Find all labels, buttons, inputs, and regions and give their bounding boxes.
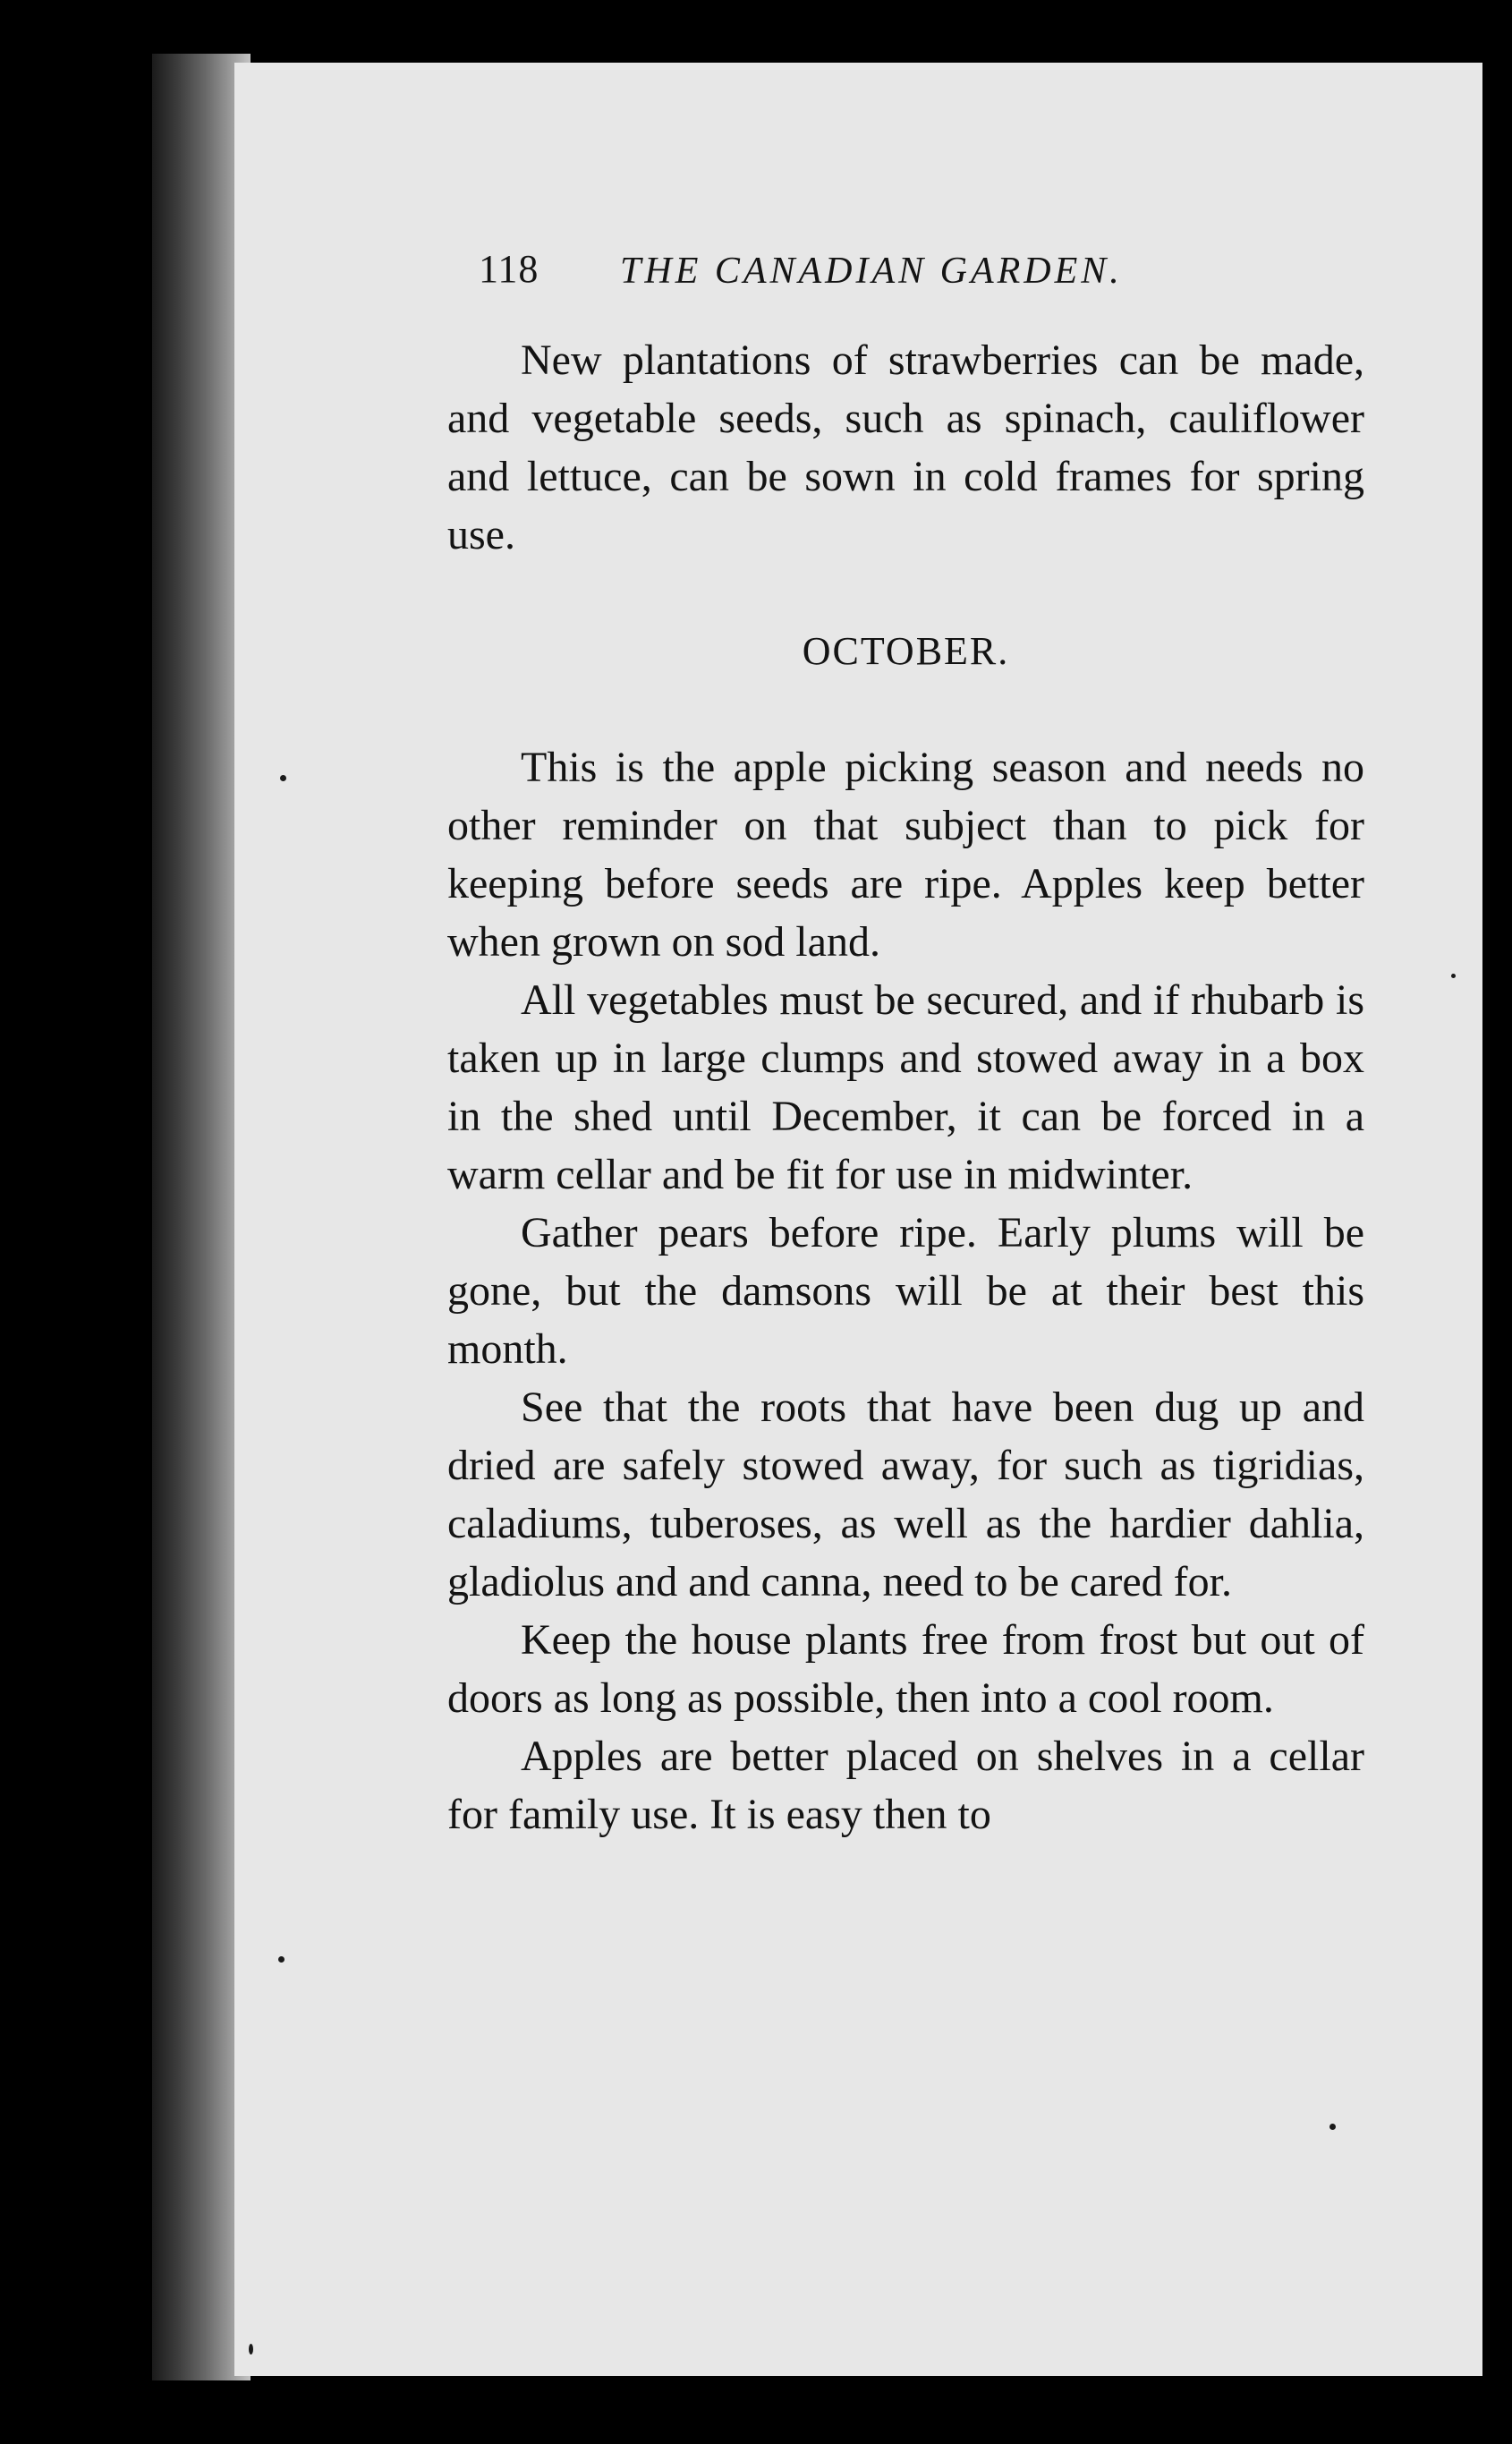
- speck-mark: [278, 1956, 285, 1963]
- paragraph-roots: See that the roots that have been dug up and dried are safely stowed away, for such as tigridias, caladiums, tuberoses, as well as the hardier dahlia, gladiolus and and canna, need to be cared for.: [447, 1384, 1364, 1605]
- paragraph-apples-shelves: Apples are better placed on shelves in a cellar for family use. It is easy then to: [447, 1733, 1364, 1838]
- running-title: THE CANADIAN GARDEN.: [620, 251, 1123, 292]
- speck-mark: [249, 2344, 253, 2355]
- page-number: 118: [479, 247, 539, 291]
- speck-mark: [280, 775, 286, 781]
- speck-mark: [1329, 2124, 1336, 2130]
- paragraph-vegetables: All vegetables must be secured, and if rhubarb is taken up in large clumps and stowed away in a box in the shed until December, it can be forced in a warm cellar and be fit for use in midwinter.: [447, 976, 1364, 1198]
- paragraph-pears: Gather pears before ripe. Early plums will be gone, but the damsons will be at their best this month.: [447, 1209, 1364, 1373]
- body-text: [447, 331, 1364, 1844]
- paragraph-apple-picking: This is the apple picking season and needs no other reminder on that subject than to pick for keeping before seeds are ripe. Apples keep better when grown on sod land.: [447, 744, 1364, 966]
- intro-paragraph: New plantations of strawberries can be made, and vegetable seeds, such as spinach, cauliflower and lettuce, can be sown in cold frames for spring use.: [447, 336, 1364, 558]
- paragraph-house-plants: Keep the house plants free from frost but out of doors as long as possible, then into a cool room.: [447, 1616, 1364, 1722]
- section-heading: OCTOBER.: [802, 629, 1010, 673]
- page-header: [479, 246, 1284, 309]
- speck-mark: [1451, 974, 1456, 978]
